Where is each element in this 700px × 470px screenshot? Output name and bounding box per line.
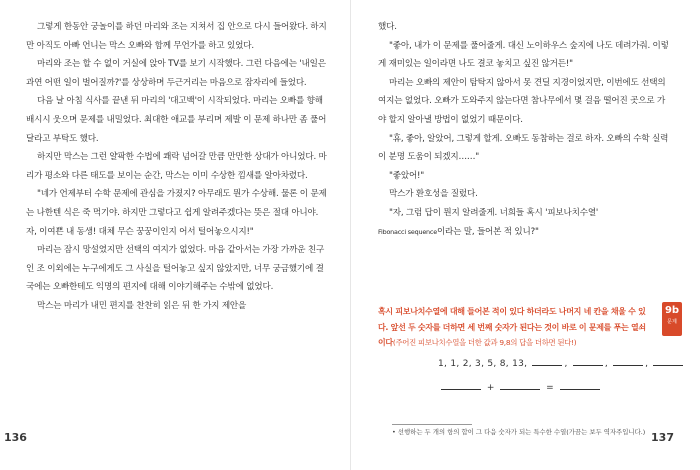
paragraph: 마리와 조는 할 수 없이 거실에 앉아 TV를 보기 시작했다. 그런 다음에는 '내일은 과연 어떤 일이 벌어질까?'를 상상하며 두근거리는 마음으로 잠자리에 들었다. [26, 59, 326, 88]
problem-box [378, 304, 646, 351]
paragraph: 막스가 환호성을 질렀다. [389, 189, 478, 200]
footnote-text: • 선행하는 두 개의 항의 합이 그 다음 숫자가 되는 특수한 수열 [392, 428, 567, 436]
footnote [392, 427, 645, 436]
paragraph: "자, 그럼 답이 뭔지 알려줄게. 너희들 혹시 '피보나치수열' [389, 207, 599, 218]
paragraph: 마리는 잠시 망설였지만 선택의 여지가 없었다. 마음 같아서는 가장 가까운 친구인 조 이외에는 누구에게도 그 사실을 털어놓고 싶지 않았지만, 너무 궁금했기에 결국에는 오빠한테도 익명의 편지에 대해 이야기해주는 수밖에 없었다. [26, 245, 325, 293]
answer-blank[interactable] [560, 380, 600, 390]
problem-text: 혹시 피보나치수열에 대해 들어본 적이 있다 하더라도 나머지 네 칸을 채울 수 있다. 앞선 두 숫자를 더하면 세 번째 숫자가 된다는 것이 바로 이 문제를 푸는 열쇠이다 [378, 307, 646, 347]
paragraph: "휴, 좋아, 알았어, 그렇게 할게. 오빠도 동참하는 걸로 하자. 오빠의 수학 실력이 분명 도움이 되겠지……" [378, 133, 669, 163]
problem-tab-number: 9b [664, 305, 680, 316]
answer-blank[interactable] [653, 356, 683, 366]
footnote-suffix: (가끔는 보두 역자주입니다.) [566, 428, 646, 436]
paragraph [378, 223, 670, 242]
problem-tab-label: 문제 [667, 319, 677, 325]
paragraph: 다음 날 아침 식사를 끝낸 뒤 마리의 '대고백'이 시작되었다. 마리는 오빠를 향해 배시시 웃으며 문제를 내밀었다. 최대한 애교를 부리며 제발 이 문제 하나만 좀 풀어달라고 부탁도 했다. [26, 96, 327, 144]
paragraph: "좋아, 내가 이 문제를 풀어줄게. 대신 노이하우스 숲지에 나도 데려가줘. 이렇게 재미있는 일이라면 나도 결코 놓치고 싶진 않거든!" [378, 40, 669, 70]
answer-blank[interactable] [500, 380, 540, 390]
paragraph: 막스는 마리가 내민 편지를 찬찬히 읽은 뒤 한 가지 제안을 [37, 300, 247, 311]
left-page [26, 18, 328, 470]
paragraph: 그렇게 한동안 궁놀이를 하던 마리와 조는 지쳐서 집 안으로 다시 들어왔다. 하지만 아직도 아빠 언니는 막스 오빠와 함께 무언가를 하고 있었다. [26, 22, 327, 51]
answer-blank[interactable] [532, 356, 562, 366]
problem-subtext: (주어진 피보나치수열을 더한 값과 9,8의 답을 더하면 된다!) [392, 338, 577, 347]
answer-equation [438, 380, 603, 393]
right-page [378, 18, 670, 470]
page-number-right: 137 [651, 431, 674, 444]
page-gutter [350, 0, 351, 470]
equals-sign: = [546, 383, 554, 393]
paragraph: 했다. [378, 22, 397, 32]
paragraph: "좋았어!" [389, 170, 425, 181]
fibonacci-sequence: 1, 1, 2, 3, 5, 8, 13, , , , [438, 356, 685, 369]
page-number-left: 136 [4, 431, 27, 444]
plus-sign: + [486, 383, 495, 393]
answer-blank[interactable] [441, 380, 481, 390]
footnote-rule [392, 424, 472, 425]
paragraph: 하지만 막스는 그런 얄팍한 수법에 쾌락 넘어갈 만큼 만만한 상대가 아니었다. 마리가 평소와 다른 태도를 보이는 순간, 막스는 이미 수상한 낌새를 알아차렸다. [26, 152, 327, 181]
fibonacci-note: Fibonacci sequence [378, 227, 437, 236]
paragraph: "네가 언제부터 수학 문제에 관심을 가졌지? 아무래도 뭔가 수상해. 물론 이 문제는 나한텐 식은 죽 먹기야. 하지만 그렇다고 쉽게 알려주겠다는 뜻은 절대 아니야. 자, 이여쁜 내 동생! 대체 무슨 꿍꿍이인지 어서 털어놓으시지!" [26, 189, 327, 237]
sequence-numbers: 1, 1, 2, 3, 5, 8, 13, [438, 359, 528, 369]
paragraph: 마리는 오빠의 제안이 탐탁지 않아서 못 견딜 지경이었지만, 이번에도 선택의 여지는 없었다. 오빠가 도와주지 않는다면 참나무에서 몇 걸음 떨어진 곳으로 가야 할지 알아낼 방법이 없었기 때문이다. [378, 77, 666, 125]
answer-blank[interactable] [573, 356, 603, 366]
closing-line: 이라는 말, 들어본 적 있니?" [436, 226, 539, 237]
answer-blank[interactable] [613, 356, 643, 366]
problem-tab [662, 302, 682, 336]
